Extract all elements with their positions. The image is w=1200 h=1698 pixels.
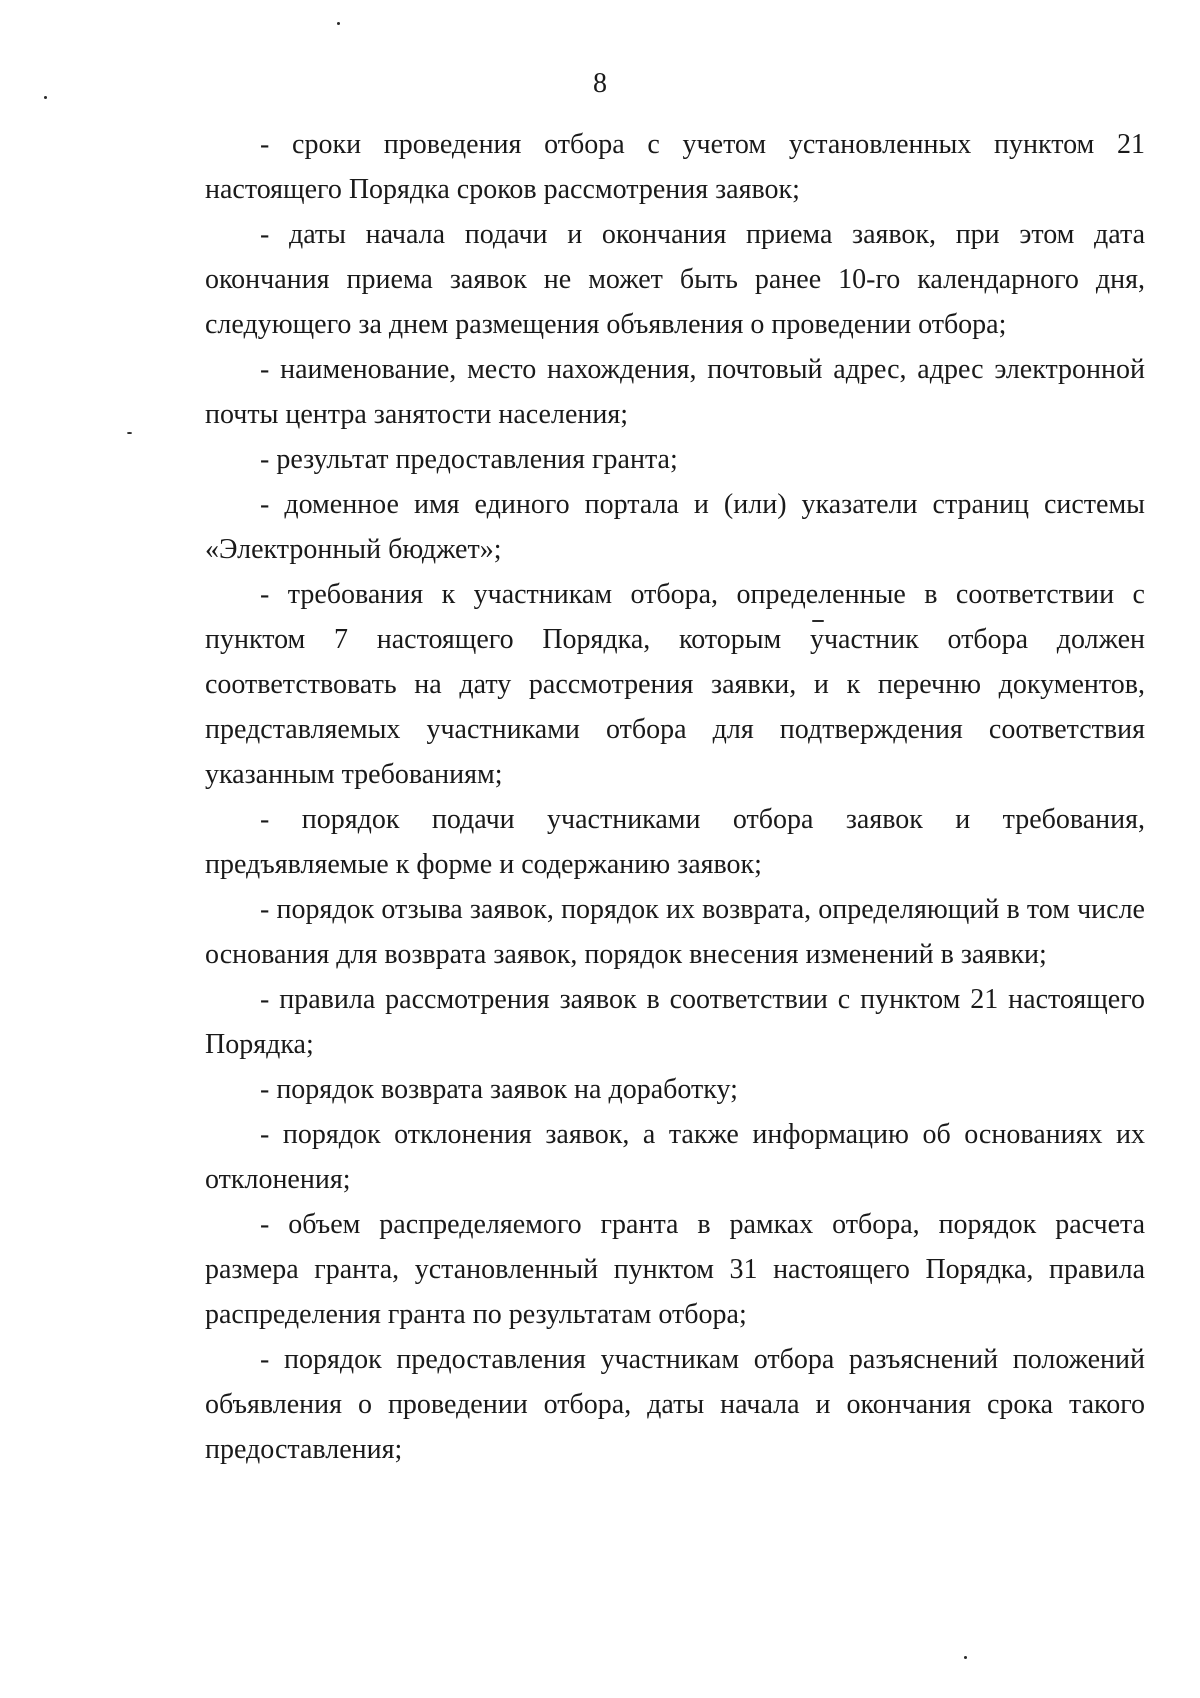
- paragraph: - правила рассмотрения заявок в соответствии с пунктом 21 настоящего Порядка;: [205, 984, 1145, 1060]
- paragraph: - объем распределяемого гранта в рамках отбора, порядок расчета размера гранта, установленный пунктом 31 настоящего Порядка, правила распределения гранта по результатам отбора;: [205, 1209, 1145, 1330]
- paragraph: - доменное имя единого портала и (или) указатели страниц системы «Электронный бюджет»;: [205, 489, 1145, 565]
- paragraph: - результат предоставления гранта;: [260, 444, 678, 475]
- scan-speck: [127, 432, 132, 434]
- paragraph: - порядок отклонения заявок, а также информацию об основаниях их отклонения;: [205, 1119, 1145, 1195]
- document-body: [205, 122, 1145, 1472]
- page-number: 8: [593, 68, 607, 99]
- paragraph: - сроки проведения отбора с учетом установленных пунктом 21 настоящего Порядка сроков рассмотрения заявок;: [205, 129, 1145, 205]
- paragraph: - порядок предоставления участникам отбора разъяснений положений объявления о проведении отбора, даты начала и окончания срока такого предоставления;: [205, 1344, 1145, 1465]
- paragraph: - наименование, место нахождения, почтовый адрес, адрес электронной почты центра занятости населения;: [205, 354, 1145, 430]
- paragraph: - требования к участникам отбора, определенные в соответствии с пунктом 7 настоящего Порядка, которым участник отбора должен соответствовать на дату рассмотрения заявки, и к перечню документов, представляемых участниками отбора для подтверждения соответствия указанным требованиям;: [205, 579, 1145, 790]
- scan-speck: [964, 1656, 967, 1659]
- paragraph: - порядок возврата заявок на доработку;: [260, 1074, 738, 1105]
- paragraph: - порядок отзыва заявок, порядок их возврата, определяющий в том числе основания для возврата заявок, порядок внесения изменений в заявки;: [205, 894, 1145, 970]
- scan-speck: [337, 22, 340, 25]
- paragraph: - даты начала подачи и окончания приема заявок, при этом дата окончания приема заявок не может быть ранее 10-го календарного дня, следующего за днем размещения объявления о проведении отбора;: [205, 219, 1145, 340]
- paragraph: - порядок подачи участниками отбора заявок и требования, предъявляемые к форме и содержанию заявок;: [205, 804, 1145, 880]
